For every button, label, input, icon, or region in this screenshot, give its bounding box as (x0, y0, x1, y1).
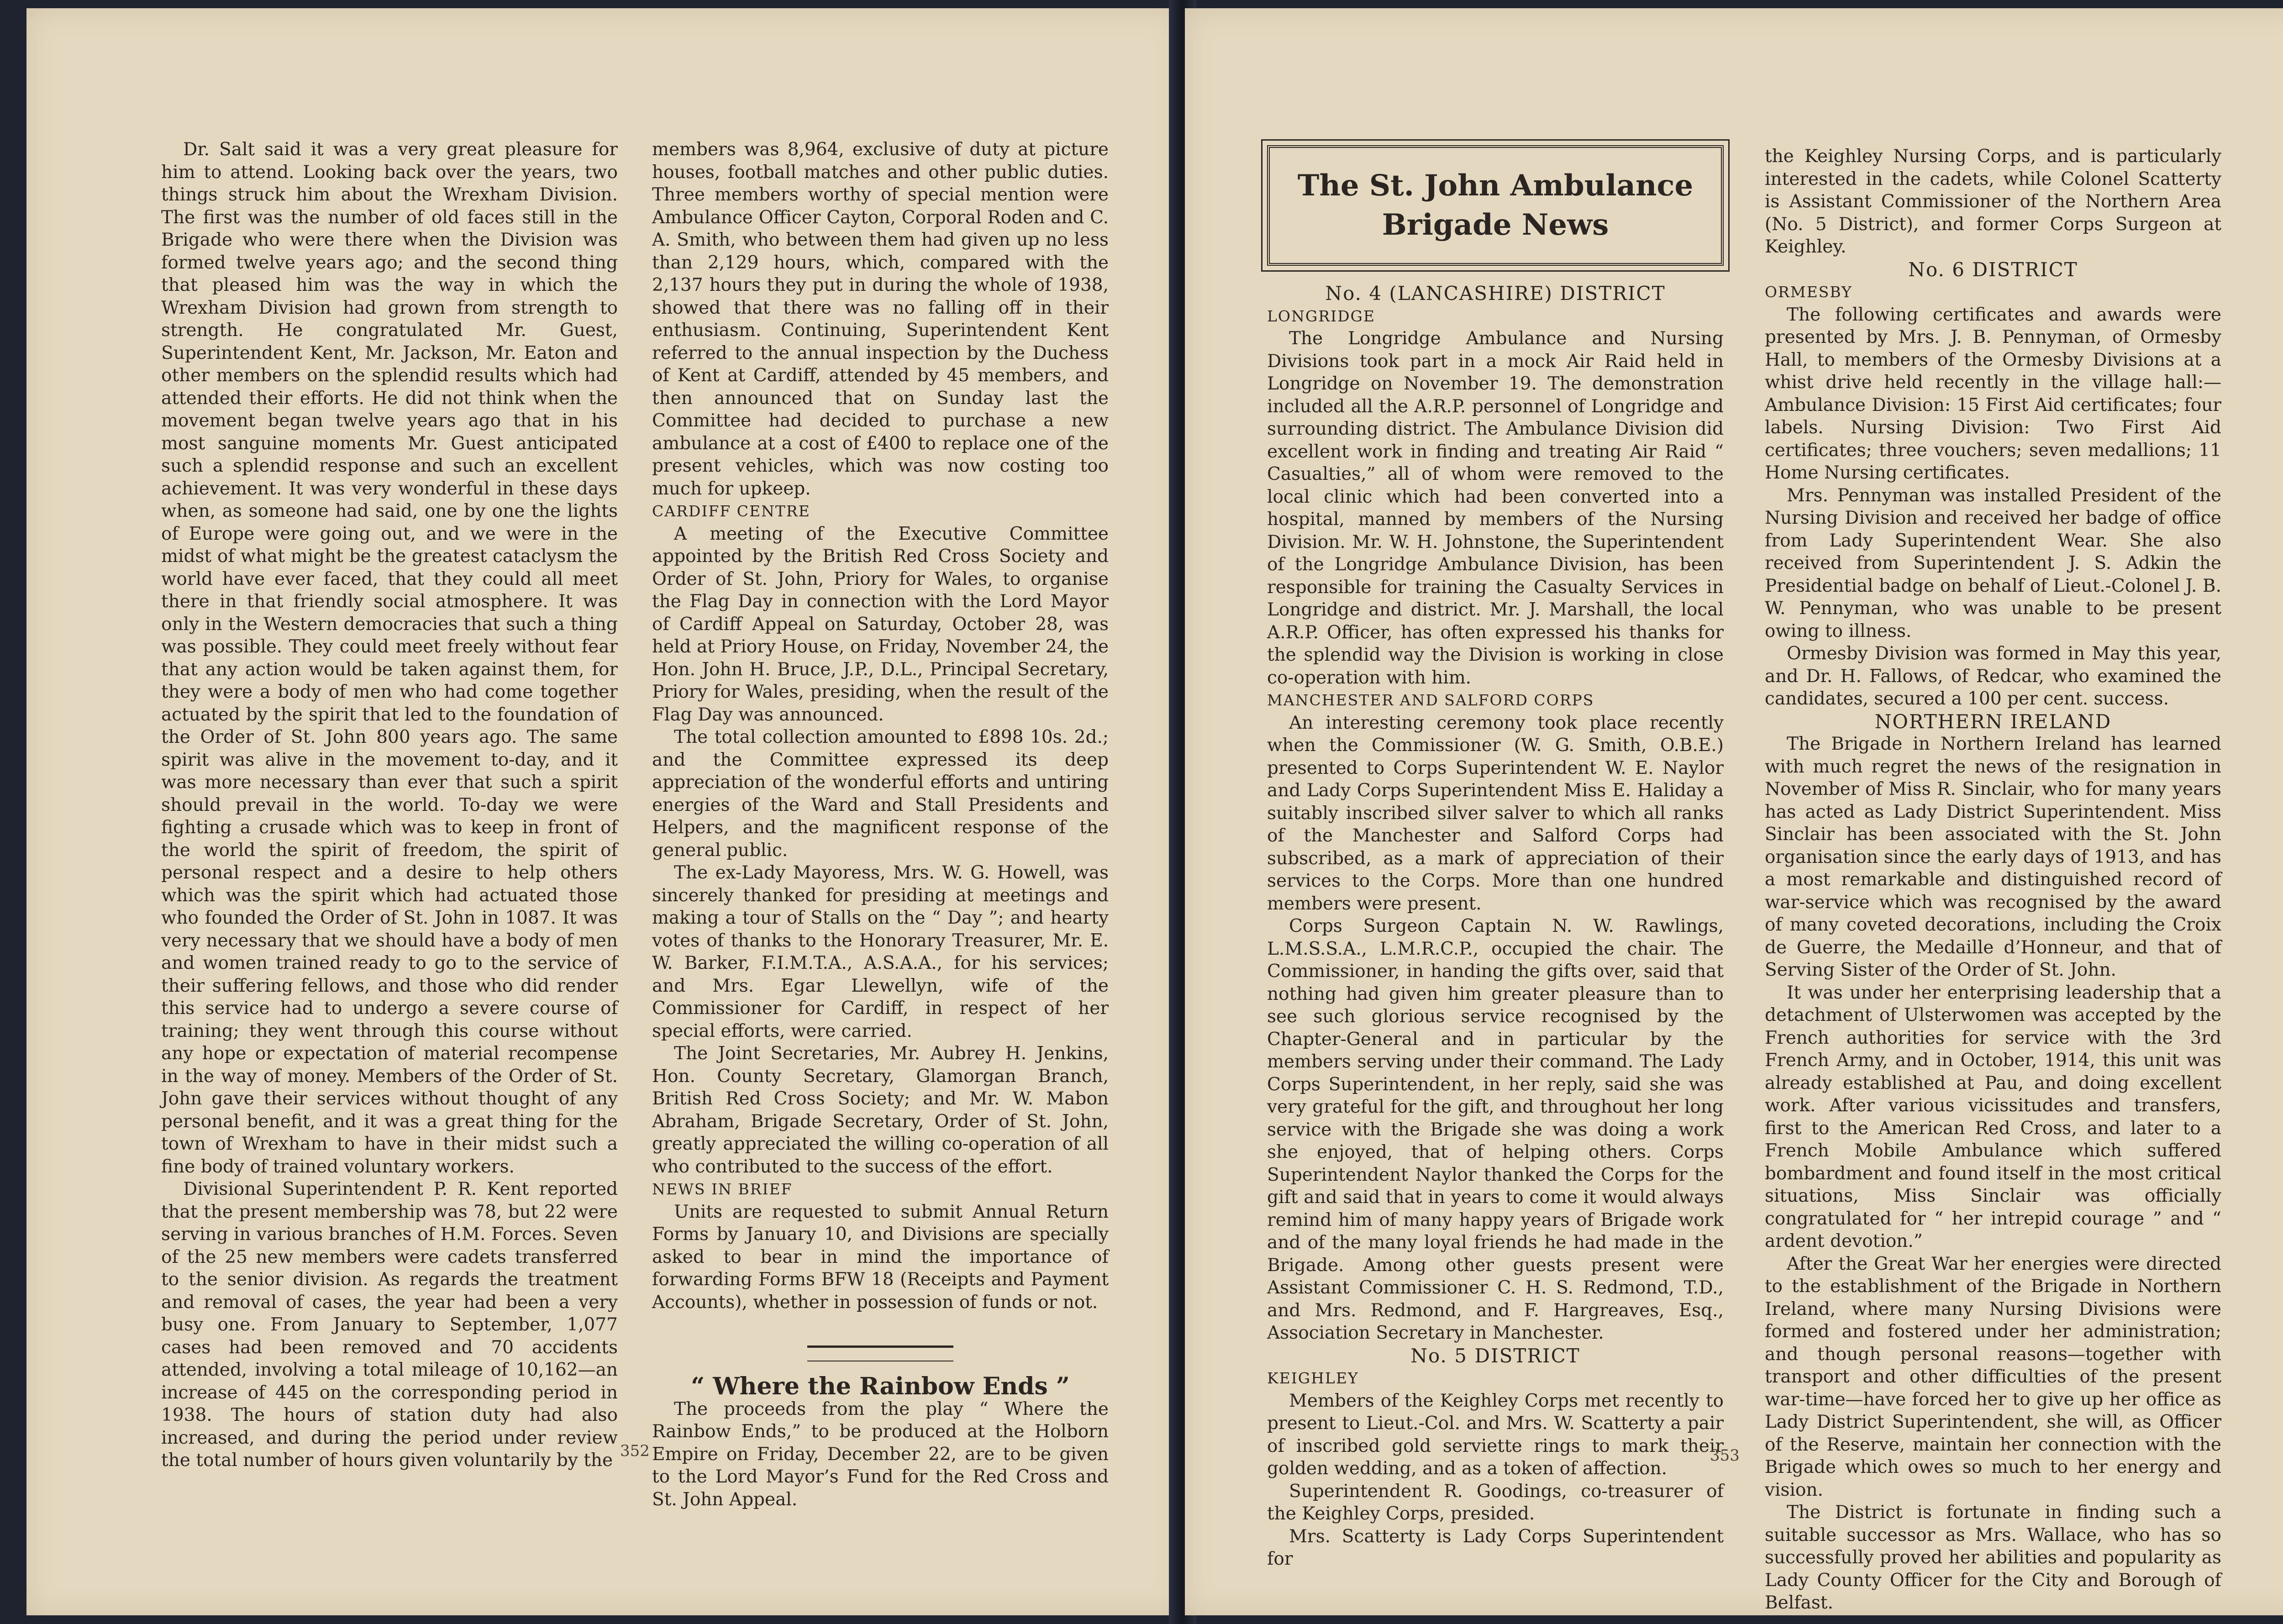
paragraph: After the Great War her energies were directed to the establishment of the Brigade in Northern Ireland, where many Nursing Divisions were formed and fostered under her administration; and though personal reasons—together with transport and other difficulties of the present war-time—have forced her to give up her office as Lady District Superintendent, she will, as Officer of the Reserve, maintain her connection with the Brigade which owes so much to her energy and vision. (1765, 1253, 2221, 1500)
paragraph: The ex-Lady Mayoress, Mrs. W. G. Howell, was sincerely thanked for presiding at meetings and making a tour of Stalls on the “ Day ”; and hearty votes of thanks to the Honorary Treasurer, Mr. E. W. Barker, F.I.M.T.A., A.S.A.A., for his services; and Mrs. Egar Llewellyn, wife of the Commissioner for Cardiff, in respect of her special efforts, were carried. (652, 862, 1109, 1041)
paragraph: Members of the Keighley Corps met recently to present to Lieut.-Col. and Mrs. W. Scatterty a pair of inscribed gold serviette rings to mark their golden wedding, and as a token of affection. (1267, 1390, 1724, 1479)
masthead (1267, 145, 1724, 266)
paragraph: Corps Surgeon Captain N. W. Rawlings, L.M.S.S.A., L.M.R.C.P., occupied the chair. The Commissioner, in handing the gifts over, said that nothing had given him greater pleasure than to see such glorious service recognised by the Chapter-General and in particular by the members serving under their command. The Lady Corps Superintendent, in her reply, said she was very grateful for the gift, and throughout her long service with the Brigade she was doing a work she enjoyed, that of helping others. Corps Superintendent Naylor thanked the Corps for the gift and said that in years to come it would always remind him of many happy years of Brigade work and of the many loyal friends he had made in the Brigade. Among other guests present were Assistant Commissioner C. H. S. Redmond, T.D., and Mrs. Redmond, and F. Hargreaves, Esq., Association Secretary in Manchester. (1267, 916, 1724, 1343)
paragraph: Ormesby Division was formed in May this year, and Dr. H. Fallows, of Redcar, who examined the candidates, secured a 100 per cent. success. (1765, 643, 2221, 709)
paragraph: The following certificates and awards were presented by Mrs. J. B. Pennyman, of Ormesby Hall, to members of the Ormesby Divisions at a whist drive held recently in the village hall:—Ambulance Division: 15 First Aid certificates; four labels. Nursing Division: Two First Aid certificates; three vouchers; seven medallions; 11 Home Nursing certificates. (1765, 304, 2221, 483)
right-page (1185, 8, 2283, 1615)
masthead-title: The St. John Ambulance (1297, 168, 1694, 203)
section-heading: LONGRIDGE (1267, 307, 1375, 325)
section-heading: MANCHESTER AND SALFORD CORPS (1267, 691, 1594, 709)
district-heading: No. 5 DISTRICT (1410, 1344, 1580, 1367)
paragraph: the Keighley Nursing Corps, and is particularly interested in the cadets, while Colonel Scatterty is Assistant Commissioner of the Northern Area (No. 5 District), and former Corps Surgeon at Keighley. (1765, 146, 2221, 257)
section-heading: ORMESBY (1765, 283, 1852, 301)
paragraph: The total collection amounted to £898 10s. 2d.; and the Committee expressed its deep appreciation of the wonderful efforts and untiring energies of the Ward and Stall Presidents and Helpers, and the magnificent response of the general public. (652, 727, 1109, 861)
right-column-2 (1765, 145, 2221, 1614)
section-heading: CARDIFF CENTRE (652, 502, 810, 520)
left-column-1 (161, 138, 618, 1472)
paragraph: members was 8,964, exclusive of duty at picture houses, football matches and other public duties. Three members worthy of special mention were Ambulance Officer Cayton, Corporal Roden and C. A. Smith, who between them had given up no less than 2,129 hours, which, compared with the 2,137 hours they put in during the whole of 1938, showed that there was no falling off in their enthusiasm. Continuing, Superintendent Kent referred to the annual inspection by the Duchess of Kent at Cardiff, attended by 45 members, and then announced that on Sunday last the Committee had decided to purchase a new ambulance at a cost of £400 to replace one of the present vehicles, which was now costing too much for upkeep. (652, 139, 1109, 499)
paragraph: Units are requested to submit Annual Return Forms by January 10, and Divisions are specially asked to bear in mind the importance of forwarding Forms BFW 18 (Receipts and Payment Accounts), whether in possession of funds or not. (652, 1201, 1109, 1313)
district-heading: No. 6 DISTRICT (1908, 258, 2078, 281)
page-number: 352 (620, 1442, 650, 1460)
section-heading: NEWS IN BRIEF (652, 1180, 793, 1198)
paragraph: Mrs. Scatterty is Lady Corps Superintendent for (1267, 1526, 1724, 1569)
paragraph: Mrs. Pennyman was installed President of the Nursing Division and received her badge of office from Lady Superintendent Wear. She also received from Superintendent J. S. Adkin the Presidential badge on behalf of Lieut.-Colonel J. B. W. Pennyman, who was unable to be present owing to illness. (1765, 485, 2221, 641)
paragraph: It was under her enterprising leadership that a detachment of Ulsterwomen was accepted by the French authorities for service with the 3rd French Army, and in October, 1914, this unit was already established at Pau, and doing excellent work. After various vicissitudes and transfers, first to the American Red Cross, and later to a French Mobile Ambulance which suffered bombardment and found itself in the most critical situations, Miss Sinclair was officially congratulated for “ her intrepid courage ” and “ ardent devotion.” (1765, 982, 2221, 1251)
left-page (26, 8, 1182, 1615)
divider (807, 1345, 953, 1348)
paragraph: A meeting of the Executive Committee appointed by the British Red Cross Society and Order of St. John, Priory for Wales, to organise the Flag Day in connection with the Lord Mayor of Cardiff Appeal on Saturday, October 28, was held at Priory House, on Friday, November 24, the Hon. John H. Bruce, J.P., D.L., Principal Secretary, Priory for Wales, presiding, when the result of the Flag Day was announced. (652, 523, 1109, 725)
paragraph: The Joint Secretaries, Mr. Aubrey H. Jenkins, Hon. County Secretary, Glamorgan Branch, British Red Cross Society; and Mr. W. Mabon Abraham, Brigade Secretary, Order of St. John, greatly appreciated the willing co-operation of all who contributed to the success of the effort. (652, 1043, 1109, 1177)
paragraph: Superintendent R. Goodings, co-treasurer of the Keighley Corps, presided. (1267, 1481, 1724, 1524)
section-heading: KEIGHLEY (1267, 1369, 1359, 1387)
paragraph: Dr. Salt said it was a very great pleasure for him to attend. Looking back over the years, two things struck him about the Wrexham Division. The first was the number of old faces still in the Brigade who were there when the Division was formed twelve years ago; and the second thing that pleased him was the way in which the Wrexham Division had grown from strength to strength. He congratulated Mr. Guest, Superintendent Kent, Mr. Jackson, Mr. Eaton and other members on the splendid results which had attended their efforts. He did not think when the movement began twelve years ago that in his most sanguine moments Mr. Guest anticipated such a splendid response and such an excellent achievement. It was very wonderful in these days when, as someone had said, one by one the lights of Europe were going out, and we were in the midst of what might be the greatest cataclysm the world have ever faced, that they could all meet there in that friendly social atmosphere. It was only in the Western democracies that such a thing was possible. They could meet freely without fear that any action would be taken against them, for they were a body of men who had come together actuated by the spirit that led to the foundation of the Order of St. John 800 years ago. The same spirit was alive in the movement to-day, and it was more necessary than ever that such a spirit should prevail in the world. To-day we were fighting a crusade which was to keep in front of the world the spirit of freedom, the spirit of personal respect and a desire to help others which was the spirit which had actuated those who founded the Order of St. John in 1087. It was very necessary that we should have a body of men and women trained ready to go to the service of their suffering fellows, and those who did render this service had to undergo a severe course of training; they went through this course without any hope or expectation of material recompense in the way of money. Members of the Order of St. John gave their services without thought of any personal benefit, and it was a great thing for the town of Wrexham to have in their midst such a fine body of trained voluntary workers. (161, 139, 618, 1177)
paragraph: The proceeds from the play “ Where the Rainbow Ends,” to be produced at the Holborn Empire on Friday, December 22, are to be given to the Lord Mayor’s Fund for the Red Cross and St. John Appeal. (652, 1398, 1109, 1510)
masthead-subtitle: Brigade News (1382, 208, 1609, 242)
left-column-2 (652, 138, 1109, 1511)
article-title: “ Where the Rainbow Ends ” (691, 1372, 1070, 1400)
right-column-1 (1267, 145, 1724, 1571)
paragraph: The Brigade in Northern Ireland has learned with much regret the news of the resignation in November of Miss R. Sinclair, who for many years has acted as Lady District Superintendent. Miss Sinclair has been associated with the St. John organisation since the early days of 1913, and has a most remarkable and distinguished record of war-service which was recognised by the award of many coveted decorations, including the Croix de Guerre, the Medaille d’Honneur, and that of Serving Sister of the Order of St. John. (1765, 734, 2221, 980)
paragraph: Divisional Superintendent P. R. Kent reported that the present membership was 78, but 22 were serving in various branches of H.M. Forces. Seven of the 25 new members were cadets transferred to the senior division. As regards the treatment and removal of cases, the year had been a very busy one. From January to September, 1,077 cases had been removed and 70 accidents attended, involving a total mileage of 10,162—an increase of 445 on the corresponding period in 1938. The hours of station duty had also increased, and during the period under review the total number of hours given voluntarily by the (161, 1179, 618, 1471)
paragraph: The Longridge Ambulance and Nursing Divisions took part in a mock Air Raid held in Longridge on November 19. The demonstration included all the A.R.P. personnel of Longridge and surrounding district. The Ambulance Division did excellent work in finding and treating Air Raid “ Casualties,” all of whom were removed to the local clinic which had been converted into a hospital, manned by members of the Nursing Division. Mr. W. H. Johnstone, the Superintendent of the Longridge Ambulance Division, has been responsible for training the Casualty Services in Longridge and district. Mr. J. Marshall, the local A.R.P. Officer, has often expressed his thanks for the splendid way the Division is working in close co-operation with him. (1267, 328, 1724, 688)
district-heading: No. 4 (LANCASHIRE) DISTRICT (1325, 282, 1666, 305)
paragraph: An interesting ceremony took place recently when the Commissioner (W. G. Smith, O.B.E.) presented to Corps Superintendent W. E. Naylor and Lady Corps Superintendent Miss E. Haliday a suitably inscribed silver salver to which all ranks of the Manchester and Salford Corps had subscribed, as a mark of appreciation of their services to the Corps. More than one hundred members were present. (1267, 712, 1724, 914)
district-heading: NORTHERN IRELAND (1874, 710, 2112, 733)
paragraph: The District is fortunate in finding such a suitable successor as Mrs. Wallace, who has so successfully proved her abilities and popularity as Lady County Officer for the City and Borough of Belfast. (1765, 1502, 2221, 1613)
page-number: 353 (1710, 1446, 1740, 1465)
